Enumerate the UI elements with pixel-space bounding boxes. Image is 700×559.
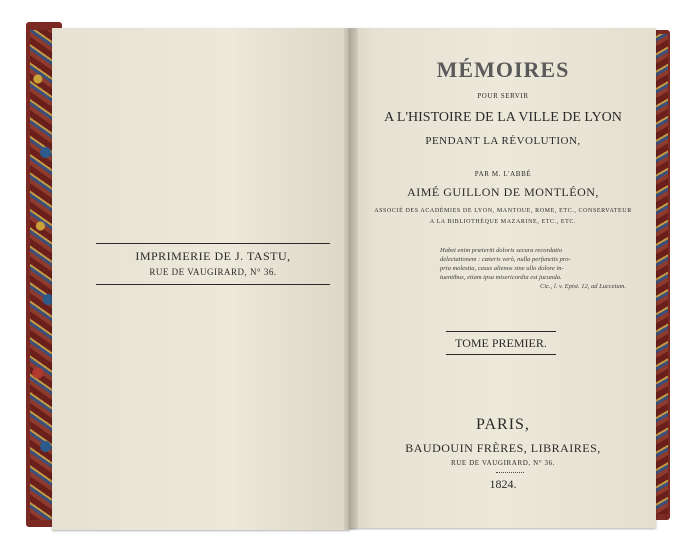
- subtitle-line-1: A L'HISTOIRE DE LA VILLE DE LYON: [384, 110, 622, 125]
- quote-line: delectationem : cæteris verò, nulla perfunctis pro-: [440, 256, 571, 263]
- epigraph-quote: [440, 246, 626, 291]
- imprint-line-1: IMPRIMERIE DE J. TASTU,: [135, 249, 291, 263]
- quote-line: pria molestia, casus alienos sine ullo dolore in-: [440, 265, 564, 272]
- book-title: MÉMOIRES: [436, 57, 570, 82]
- quote-line: Habet enim præteriti doloris secura recordatio: [440, 247, 563, 254]
- publisher: BAUDOUIN FRÈRES, LIBRAIRES,: [405, 441, 601, 455]
- city: PARIS,: [476, 416, 530, 433]
- imprint-line-2: RUE DE VAUGIRARD, N° 36.: [149, 267, 277, 277]
- pour-servir: POUR SERVIR: [477, 92, 529, 100]
- publisher-address: RUE DE VAUGIRARD, N° 36.: [450, 459, 556, 467]
- par-abbe: PAR M. L'ABBÉ: [474, 170, 532, 178]
- printer-imprint: [96, 243, 330, 285]
- quote-line: tuentibus, etiam ipsa misericordia est jucunda.: [440, 274, 562, 281]
- author-description-1: ASSOCIÉ DES ACADÉMIES DE LYON, MANTOUE, ROME, ETC., CONSERVATEUR: [374, 208, 632, 214]
- ornament-rule: [496, 472, 524, 473]
- author-description-2: A LA BIBLIOTHÈQUE MAZARINE, ETC., ETC.: [429, 219, 577, 225]
- subtitle-line-2: PENDANT LA RÉVOLUTION,: [425, 135, 581, 147]
- volume-label: TOME PREMIER.: [446, 331, 556, 355]
- quote-citation: Cic., l. v. Epist. 12, ad Lucceium.: [540, 283, 626, 290]
- author-name: AIMÉ GUILLON DE MONTLÉON,: [407, 185, 599, 199]
- publication-year: 1824.: [489, 477, 517, 491]
- marbled-endpaper-right: [656, 34, 668, 514]
